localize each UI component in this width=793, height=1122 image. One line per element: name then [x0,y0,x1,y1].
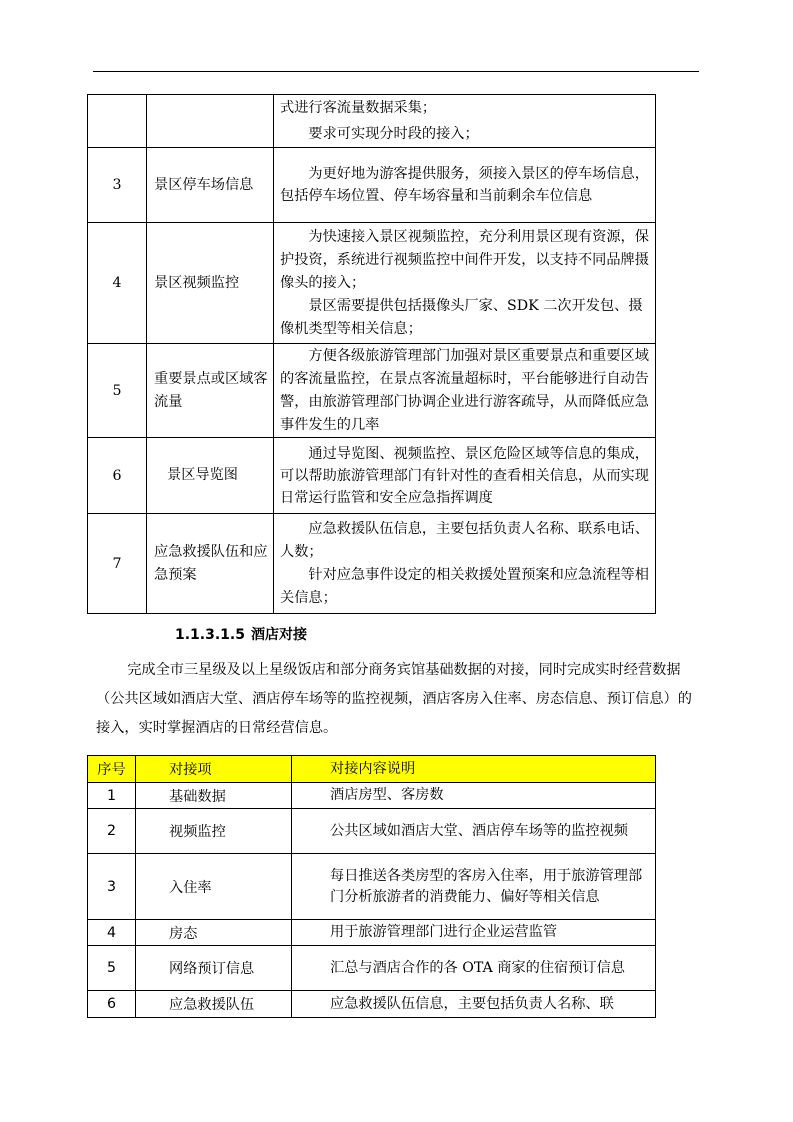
row-description: 应急救援队伍信息，主要包括负责人名称、联 [292,991,656,1018]
intro-paragraph: 完成全市三星级及以上星级饭店和部分商务宾馆基础数据的对接，同时完成实时经营数据（公共区域如酒店大堂、酒店停车场等的监控视频，酒店客房入住率、房态信息、预订信息）的接入，实时掌握酒店的日常经营信息。 [96,662,692,736]
row-description: 汇总与酒店合作的各 OTA 商家的住宿预订信息 [292,946,656,991]
scenic-data-table [87,94,656,614]
header-rule [93,71,699,72]
table-row [88,223,656,344]
header-cell: 对接内容说明 [292,756,656,783]
desc-paragraph: 式进行客流量数据采集； [280,100,437,116]
row-item: 入住率 [136,854,292,920]
row-description [274,438,656,514]
row-number: 1 [88,783,136,809]
table-row [88,344,656,438]
row-number [88,95,147,148]
row-item: 房态 [136,920,292,946]
table-row [88,95,656,148]
row-description [274,223,656,344]
row-description [274,148,656,223]
row-name: 重要景点或区域客流量 [147,344,274,438]
desc-paragraph: 针对应急事件设定的相关救援处置预案和应急流程等相关信息； [280,566,649,606]
table-row [88,783,656,809]
table-row [88,809,656,854]
table-row [88,514,656,614]
table-row [88,991,656,1018]
header-cell: 序号 [88,756,136,783]
row-number: 5 [88,946,136,991]
section-heading [175,624,307,644]
row-number: 4 [88,920,136,946]
desc-paragraph: 应急救援队伍信息，主要包括负责人名称、联系电话、人数； [280,520,649,560]
row-number: 2 [88,809,136,854]
section-title: 酒店对接 [250,627,307,643]
row-number: 7 [88,514,147,614]
row-description [274,514,656,614]
row-number: 4 [88,223,147,344]
row-name: 景区停车场信息 [147,148,274,223]
header-cell: 对接项 [136,756,292,783]
table-row [88,148,656,223]
table-row [88,920,656,946]
row-description: 每日推送各类房型的客房入住率，用于旅游管理部门分析旅游者的消费能力、偏好等相关信息 [292,854,656,920]
row-name [147,95,274,148]
row-item: 应急救援队伍 [136,991,292,1018]
row-item: 网络预订信息 [136,946,292,991]
row-item: 基础数据 [136,783,292,809]
table-header-row [88,756,656,783]
table-row [88,438,656,514]
desc-paragraph: 景区需要提供包括摄像头厂家、SDK 二次开发包、摄像机类型等相关信息； [280,297,643,337]
row-description [274,344,656,438]
row-number: 3 [88,854,136,920]
row-description: 酒店房型、客房数 [292,783,656,809]
desc-paragraph: 要求可实现分时段的接入； [308,126,479,142]
row-number: 6 [88,438,147,514]
table-row [88,854,656,920]
row-description [274,95,656,148]
desc-paragraph: 为更好地为游客提供服务，须接入景区的停车场信息，包括停车场位置、停车场容量和当前剩余车位信息 [280,166,649,204]
desc-paragraph: 通过导览图、视频监控、景区危险区域等信息的集成，可以帮助旅游管理部门有针对性的查看相关信息，从而实现日常运行监管和安全应急指挥调度 [280,445,649,506]
row-description: 公共区域如酒店大堂、酒店停车场等的监控视频 [292,809,656,854]
row-number: 5 [88,344,147,438]
row-number: 6 [88,991,136,1018]
row-item: 视频监控 [136,809,292,854]
row-name: 景区视频监控 [147,223,274,344]
desc-paragraph: 方便各级旅游管理部门加强对景区重要景点和重要区域的客流量监控，在景点客流量超标时，平台能够进行自动告警，由旅游管理部门协调企业进行游客疏导，从而降低应急事件发生的几率 [280,347,649,433]
row-name: 应急救援队伍和应急预案 [147,514,274,614]
section-number: 1.1.3.1.5 [175,627,245,643]
row-description: 用于旅游管理部门进行企业运营监管 [292,920,656,946]
desc-paragraph: 为快速接入景区视频监控，充分利用景区现有资源，保护投资，系统进行视频监控中间件开发，以支持不同品牌摄像头的接入； [280,228,649,291]
row-number: 3 [88,148,147,223]
row-name: 景区导览图 [147,438,274,514]
table-row [88,946,656,991]
hotel-integration-table [87,755,656,1018]
